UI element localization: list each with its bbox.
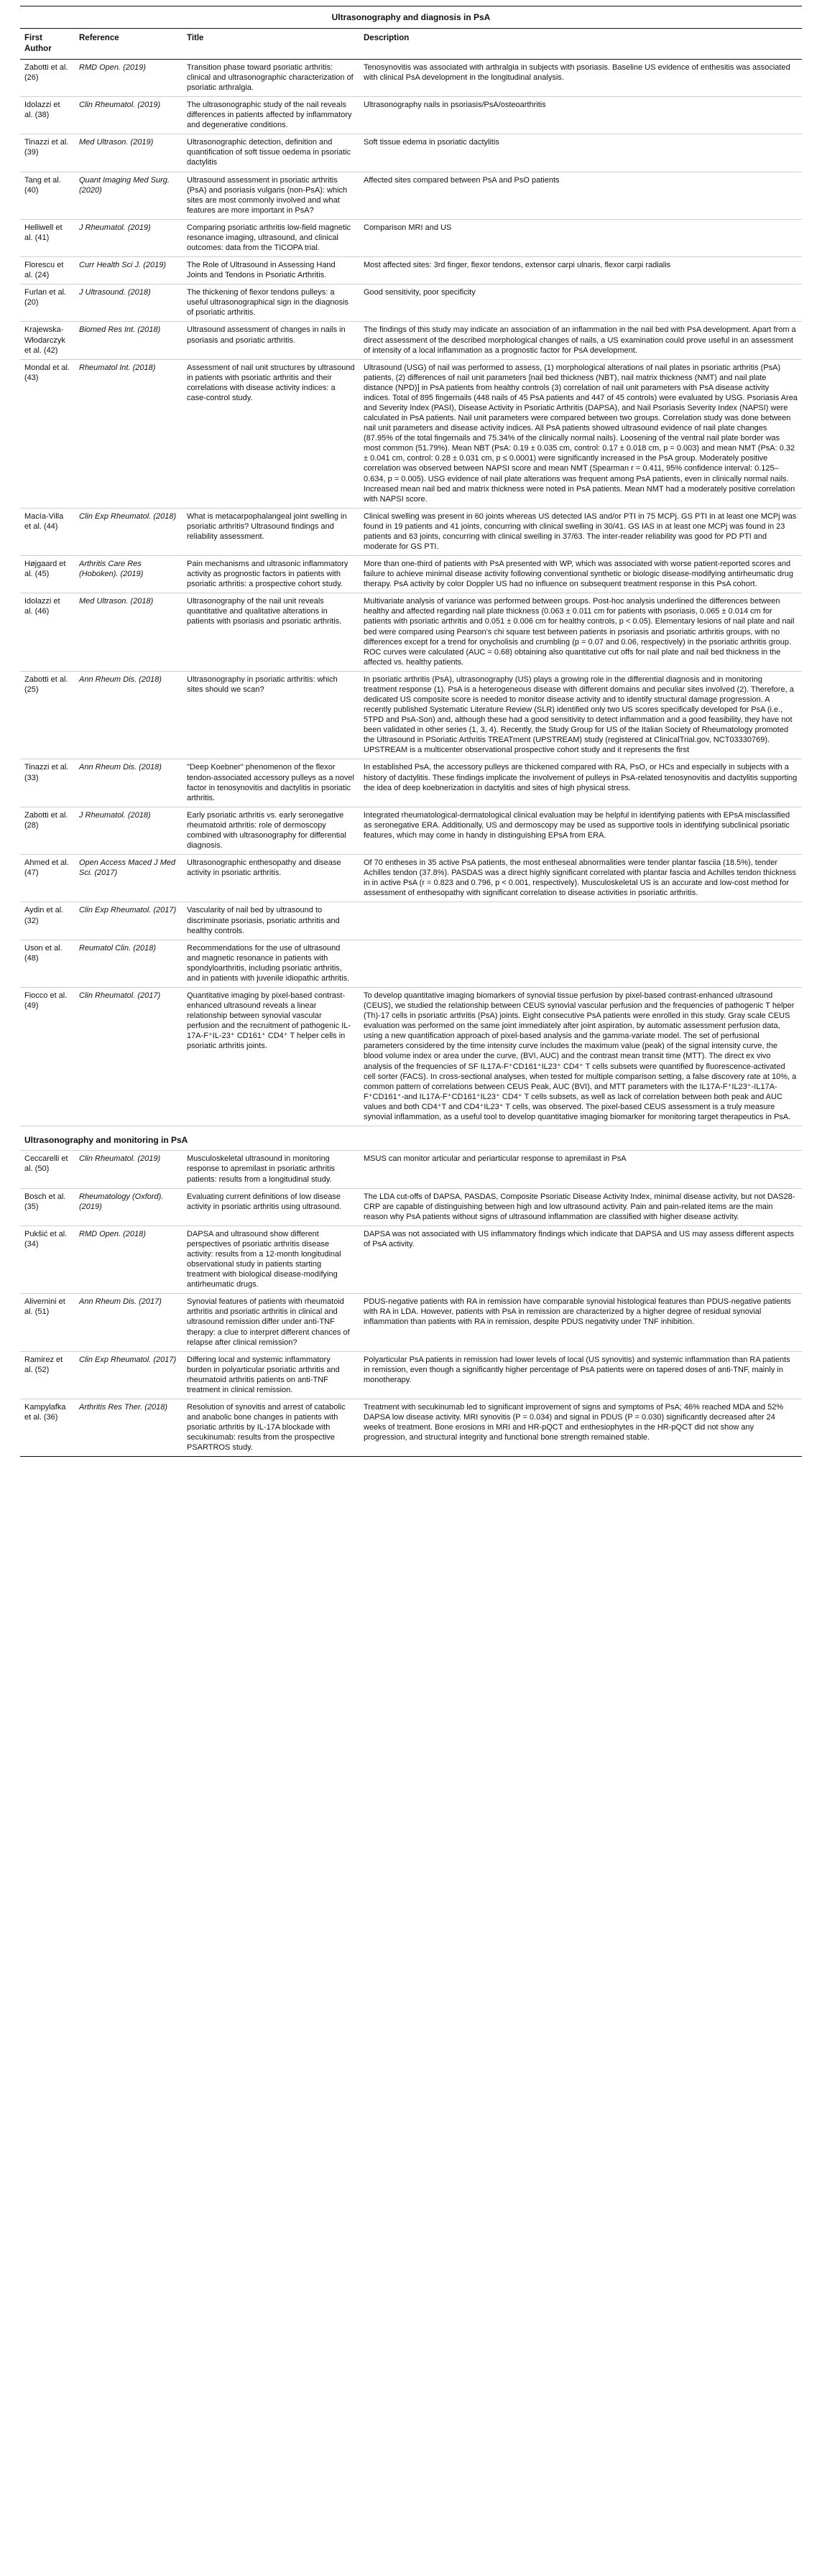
cell-title: Evaluating current definitions of low disease activity in psoriatic arthritis using ultrasound. [183,1188,359,1226]
cell-reference: Reumatol Clin. (2018) [75,940,183,987]
table-row [20,1294,802,1351]
cell-description: Soft tissue edema in psoriatic dactylitis [359,134,802,172]
cell-description: Ultrasonography nails in psoriasis/PsA/osteoarthritis [359,97,802,134]
cell-title: Early psoriatic arthritis vs. early seronegative rheumatoid arthritis: role of dermoscopy combined with ultrasonography for differential diagnosis. [183,807,359,854]
table-row [20,940,802,987]
cell-description: MSUS can monitor articular and periarticular response to apremilast in PsA [359,1151,802,1188]
table-row [20,97,802,134]
cell-description: In psoriatic arthritis (PsA), ultrasonography (US) plays a growing role in the differential diagnosis and in monitoring treatment response (1). PsA is a heterogeneous disease with different domains and peculiar sites involved (2). Therefore, a dedicated US composite score is needed to monitor disease activity and to identify structural damage progression. A recently published Systematic Literature Review (SLR) identified only two US scores specifically developed for PsA (i.e., 5TPD and PsA-Son) and, although these had a good sensitivity to detect inflammation and a good feasibility, they have not been validated in other series (1, 3, 4). Recently, the Study Group for US of the Italian Society of Rheumatology promoted the Ultrasound in PSoriatic Arthritis TREATment (UPSTREAM) study (registered at ClinicalTrial.gov, NCT03330769). UPSTREAM is a multicenter observational prospective cohort study and it represents the first [359,671,802,759]
cell-reference: Rheumatol Int. (2018) [75,359,183,508]
cell-first-author: Krajewska-Włodarczyk et al. (42) [20,322,75,359]
table-row [20,987,802,1126]
table-row [20,322,802,359]
cell-description: PDUS-negative patients with RA in remission have comparable synovial histological features than PDUS-negative patients with RA in LDA. However, patients with PsA in remission are characterized by a higher degree of residual synovial inflammation than patients with RA in remission, despite PDUS negativity under TNF inhibition. [359,1294,802,1351]
cell-first-author: Ceccarelli et al. (50) [20,1151,75,1188]
cell-title: Quantitative imaging by pixel-based contrast-enhanced ultrasound reveals a linear relationship between synovial vascular perfusion and the recruitment of pathogenic IL-17A-F⁺IL-23⁺ CD161⁺ CD4⁺ T helper cells in psoriatic arthritis joints. [183,987,359,1126]
cell-description [359,902,802,940]
cell-first-author: Højgaard et al. (45) [20,556,75,593]
cell-reference: Ann Rheum Dis. (2017) [75,1294,183,1351]
cell-first-author: Macía-Villa et al. (44) [20,508,75,555]
cell-description: The LDA cut-offs of DAPSA, PASDAS, Composite Psoriatic Disease Activity Index, minimal disease activity, but not DAS28-CRP are capable of distinguishing between high and low ultrasound activity. Pain and pain-related items are the main reason why PsA patients without signs of ultrasound inflammation are classified with higher disease activity. [359,1188,802,1226]
cell-reference: Med Ultrason. (2018) [75,593,183,672]
cell-first-author: Tinazzi et al. (39) [20,134,75,172]
cell-first-author: Tinazzi et al. (33) [20,759,75,807]
cell-first-author: Ramirez et al. (52) [20,1351,75,1399]
cell-first-author: Zabotti et al. (25) [20,671,75,759]
cell-reference: Rheumatology (Oxford). (2019) [75,1188,183,1226]
table-row [20,134,802,172]
cell-description: Ultrasound (USG) of nail was performed to assess, (1) morphological alterations of nail plates in psoriatic arthritis (PsA) patients, (2) differences of nail unit parameters [nail bed thickness (NBT), nail matrix thickness (NMT) and nail plate distance (NPD)] in PsA patients from healthy controls (3) correlation of nail unit parameters with PsA disease activity indices. Total of 895 fingernails (448 nails of 45 PsA patients and 447 of 45 controls) were evaluated by USG. Psoriasis Area and Severity Index (PASI), Disease Activity in Psoriatic Arthritis (DAPSA), and Nail Psoriasis Severity Index (NAPSI) were calculated in PsA patients. Nail unit parameters were compared between two groups. Correlation study was done between nail unit parameters and disease activity indices. All PsA patients showed ultrasound evidence of nail plate changes (87.95% of the total fingernails and 75.34% of the clinically normal nails). Loosening of the ventral nail plate border was most common (51.79%). Mean NBT (PsA: 0.19 ± 0.035 cm, control: 0.17 ± 0.018 cm, p = 0.003) and mean NMT (PsA: 0.32 ± 0.041 cm, control: 0.28 ± 0.031 cm, p ≤ 0.0001) were significantly increased in the PsA group. Moderately positive correlation was observed between NAPSI score and mean NMT (Spearman r = 0.411, 95% confidence interval: 0.125–0.634, p = 0.005). USG evidence of nail plate alterations was frequent among PsA patients, even in clinically normal nails. Increased mean nail bed and matrix thickness were noted in PsA patients. Mean NMT had a moderately positive correlation with NAPSI score. [359,359,802,508]
cell-first-author: Bosch et al. (35) [20,1188,75,1226]
table-row [20,284,802,322]
cell-reference: J Rheumatol. (2019) [75,219,183,256]
section-heading-row [20,1126,802,1150]
cell-title: The ultrasonographic study of the nail reveals differences in patients affected by inflammatory and degenerative conditions. [183,97,359,134]
cell-reference: Quant Imaging Med Surg. (2020) [75,172,183,219]
cell-reference: Open Access Maced J Med Sci. (2017) [75,855,183,902]
cell-first-author: Mondal et al. (43) [20,359,75,508]
cell-first-author: Aydin et al. (32) [20,902,75,940]
cell-title: Transition phase toward psoriatic arthritis: clinical and ultrasonographic characterization of psoriatic arthralgia. [183,59,359,96]
cell-description: Of 70 entheses in 35 active PsA patients, the most entheseal abnormalities were tender plantar fasciia (18.5%), tender Achilles tendon (37.8%). PASDAS was a direct highly significant correlated with plantar fascia and Achilles tendon thickness in in active PsA (r = 0.823 and 0.796, p < 0.001, respectively). Musculoskeletal US is an accurate and low-cost method for assessment of enthesopathy with significant correlation to disease activities in psoriatic arthritis. [359,855,802,902]
cell-title: Ultrasonography of the nail unit reveals quantitative and qualitative alterations in patients with psoriasis and psoriatic arthritis. [183,593,359,672]
header-description: Description [359,29,802,59]
cell-reference: RMD Open. (2019) [75,59,183,96]
cell-reference: Ann Rheum Dis. (2018) [75,671,183,759]
literature-table [20,6,802,1457]
cell-reference: RMD Open. (2018) [75,1226,183,1293]
cell-title: Vascularity of nail bed by ultrasound to discriminate psoriasis, psoriatic arthritis and healthy controls. [183,902,359,940]
cell-description: Affected sites compared between PsA and PsO patients [359,172,802,219]
table-row [20,593,802,672]
table-row [20,508,802,555]
cell-description: Polyarticular PsA patients in remission had lower levels of local (US synovitis) and systemic inflammation than RA patients in remission, even though a significantly higher percentage of PsA patients were on tapered doses of anti-TNF, mainly in monotherapy. [359,1351,802,1399]
cell-first-author: Ahmed et al. (47) [20,855,75,902]
cell-reference: Clin Exp Rheumatol. (2018) [75,508,183,555]
cell-title: Resolution of synovitis and arrest of catabolic and anabolic bone changes in patients with psoriatic arthritis by IL-17A blockade with secukinumab: results from the prospective PSARTROS study. [183,1399,359,1456]
table-row [20,1351,802,1399]
cell-first-author: Kampylafka et al. (36) [20,1399,75,1456]
cell-title: DAPSA and ultrasound show different perspectives of psoriatic arthritis disease activity: results from a 12-month longitudinal observational study in patients starting treatment with biological disease-modifying antirheumatic drugs. [183,1226,359,1293]
cell-description: Integrated rheumatological-dermatological clinical evaluation may be helpful in identifying patients with EPsA misclassified as seronegative ERA. Additionally, US and dermoscopy may be used as supportive tools in identifying subclinical psoriatic features, which may come in handy in distinguishing EPsA from ERA. [359,807,802,854]
table-row [20,1188,802,1226]
cell-reference: Biomed Res Int. (2018) [75,322,183,359]
table-row [20,671,802,759]
cell-reference: Clin Exp Rheumatol. (2017) [75,1351,183,1399]
cell-reference: Arthritis Care Res (Hoboken). (2019) [75,556,183,593]
cell-title: The Role of Ultrasound in Assessing Hand Joints and Tendons in Psoriatic Arthritis. [183,257,359,284]
cell-title: Assessment of nail unit structures by ultrasound in patients with psoriatic arthritis and their correlations with disease activity indices: a case-control study. [183,359,359,508]
section-heading: Ultrasonography and monitoring in PsA [20,1126,802,1150]
header-reference: Reference [75,29,183,59]
cell-title: Ultrasound assessment in psoriatic arthritis (PsA) and psoriasis vulgaris (non-PsA): which sites are most commonly involved and what features are more important in PsA? [183,172,359,219]
cell-reference: Med Ultrason. (2019) [75,134,183,172]
table-row [20,219,802,256]
cell-title: Ultrasonographic enthesopathy and disease activity in psoriatic arthritis. [183,855,359,902]
cell-first-author: Helliwell et al. (41) [20,219,75,256]
cell-reference: Clin Rheumatol. (2017) [75,987,183,1126]
cell-description: Most affected sites: 3rd finger, flexor tendons, extensor carpi ulnaris, flexor carpi radialis [359,257,802,284]
cell-title: Ultrasonography in psoriatic arthritis: which sites should we scan? [183,671,359,759]
cell-reference: J Ultrasound. (2018) [75,284,183,322]
cell-first-author: Fiocco et al. (49) [20,987,75,1126]
cell-reference: Curr Health Sci J. (2019) [75,257,183,284]
table-row [20,902,802,940]
header-first-author: First Author [20,29,75,59]
cell-title: Pain mechanisms and ultrasonic inflammatory activity as prognostic factors in patients with psoriatic arthritis: a prospective cohort study. [183,556,359,593]
table-row [20,257,802,284]
cell-first-author: Pukšić et al. (34) [20,1226,75,1293]
cell-description: To develop quantitative imaging biomarkers of synovial tissue perfusion by pixel-based contrast-enhanced ultrasound (CEUS), we studied the relationship between CEUS synovial vascular perfusion and the frequencies of pathogenic T helper (Th)-17 cells in psoriatic arthritis (PsA) joints. Eight consecutive PsA patients were enrolled in this study. Gray scale CEUS evaluation was performed on the same joint immediately after joint aspiration, by automatic assessment perfusion data, using a new quantification approach of pixel-based analysis and the gamma-variate model. The set of perfusional parameters considered by the time intensity curve includes the maximum value (peak) of the signal intensity curve, the blood volume index or area under the curve, (BVI, AUC) and the contrast mean transit time (MTT). The direct ex vivo analysis of the frequencies of SF IL17A-F⁺CD161⁺IL23⁺ CD4⁺ T cells subsets were quantified by fluorescence-activated cell sorter (FACS). In cross-sectional analyses, when tested for multiple comparison setting, a false discovery rate at 10%, a common pattern of correlations between CEUS Peak, AUC (BVI), and MTT parameters with the IL17A-F⁺IL23⁺-IL17A-F⁺CD161⁺-and IL17A-F⁺CD161⁺IL23⁺ CD4⁺ T cells subsets, as well as lack of correlation between both peak and AUC values and both CD4⁺T and CD4⁺IL23⁺ T cells, was observed. The pixel-based CEUS assessment is a truly measure synovial inflammation, as a useful tool to develop quantitative imaging biomarker for monitoring target therapeutics in PsA. [359,987,802,1126]
cell-description: Tenosynovitis was associated with arthralgia in subjects with psoriasis. Baseline US evidence of enthesitis was associated with clinical PsA development in the longitudinal analysis. [359,59,802,96]
table-row [20,807,802,854]
cell-first-author: Alivernini et al. (51) [20,1294,75,1351]
cell-reference: Arthritis Res Ther. (2018) [75,1399,183,1456]
cell-description: DAPSA was not associated with US inflammatory findings which indicate that DAPSA and US may assess different aspects of PsA activity. [359,1226,802,1293]
cell-first-author: Florescu et al. (24) [20,257,75,284]
cell-title: Synovial features of patients with rheumatoid arthritis and psoriatic arthritis in clinical and ultrasound remission differ under anti-TNF therapy: a clue to interpret different chances of relapse after clinical remission? [183,1294,359,1351]
cell-title: "Deep Koebner" phenomenon of the flexor tendon-associated accessory pulleys as a novel factor in tenosynovitis and dactylitis in psoriatic arthritis. [183,759,359,807]
table-row [20,759,802,807]
cell-description: Clinical swelling was present in 60 joints whereas US detected IAS and/or PTI in 75 MCPj. GS PTI in at least one MCPj was found in 19 patients and 41 joints, concurring with clinical swelling in 30/41. GS IAS in at least one MCPj was found in 23 patients and 63 joints, concurring with clinical swelling in 37/63. The inter-reader reliability was good for PD PTI and moderate for GS PTI. [359,508,802,555]
cell-first-author: Idolazzi et al. (46) [20,593,75,672]
cell-first-author: Zabotti et al. (26) [20,59,75,96]
cell-reference: Clin Exp Rheumatol. (2017) [75,902,183,940]
cell-first-author: Uson et al. (48) [20,940,75,987]
cell-first-author: Furlan et al. (20) [20,284,75,322]
cell-title: Ultrasound assessment of changes in nails in psoriasis and psoriatic arthritis. [183,322,359,359]
cell-reference: Ann Rheum Dis. (2018) [75,759,183,807]
cell-title: Differing local and systemic inflammatory burden in polyarticular psoriatic arthritis and rheumatoid arthritis patients on anti-TNF treatment in clinical remission. [183,1351,359,1399]
cell-title: The thickening of flexor tendons pulleys: a useful ultrasonographical sign in the diagnosis of psoriatic arthritis. [183,284,359,322]
table-row [20,172,802,219]
table-row [20,855,802,902]
cell-title: Comparing psoriatic arthritis low-field magnetic resonance imaging, ultrasound, and clinical outcomes: data from the TICOPA trial. [183,219,359,256]
cell-title: Ultrasonographic detection, definition and quantification of soft tissue oedema in psoriatic dactylitis [183,134,359,172]
header-title: Title [183,29,359,59]
cell-description: Multivariate analysis of variance was performed between groups. Post-hoc analysis underlined the differences between healthy and affected regarding nail plate thickness (0.063 ± 0.011 cm for patients with psoriasis, 0.065 ± 0.014 cm for patients with psoriatic arthritis and 0.051 ± 0.006 cm for healthy controls, p < 0.05). Elementary lesions of nail plate and nail bed were compared using Pearson's chi square test between patients in psoriasis and psoriatic arthritis groups, with no differences except for a trend for onycholisis and crumbling (p = 0.07 and 0.06, respectively) in the psoriatic arthritis group. ROC curves were calculated (AUC = 0.68) obtaining also quantitative cut offs for nail plate and nail bed thickness in the affected vs. healthy patients. [359,593,802,672]
cell-description: Treatment with secukinumab led to significant improvement of signs and symptoms of PsA; 46% reached MDA and 52% DAPSA low disease activity. MRI synovitis (P = 0.034) and signal in PDUS (P = 0.030) significantly decreased after 24 weeks of treatment. Bone erosions in MRI and HR-pQCT and enthesiophytes in the HR-pQCT did not show any progression, and structural integrity and functional bone strength remained stable. [359,1399,802,1456]
table-header-row [20,29,802,59]
cell-reference: Clin Rheumatol. (2019) [75,97,183,134]
table-row [20,1226,802,1293]
table-row [20,359,802,508]
cell-title: What is metacarpophalangeal joint swelling in psoriatic arthritis? Ultrasound findings and reliability assessment. [183,508,359,555]
table-row [20,59,802,96]
table-row [20,556,802,593]
cell-title: Recommendations for the use of ultrasound and magnetic resonance in patients with spondyloarthritis, including psoriatic arthritis, and in patients with juvenile idiopathic arthritis. [183,940,359,987]
cell-first-author: Idolazzi et al. (38) [20,97,75,134]
cell-reference: J Rheumatol. (2018) [75,807,183,854]
cell-description: Good sensitivity, poor specificity [359,284,802,322]
cell-description: The findings of this study may indicate an association of an inflammation in the nail bed with PsA development. Apart from a direct assessment of the described morphological changes of nails, a US examination could prove useful in an assessment of intensity of a local inflammation as a prognostic factor for PsA development. [359,322,802,359]
cell-description: Comparison MRI and US [359,219,802,256]
cell-reference: Clin Rheumatol. (2019) [75,1151,183,1188]
table-title: Ultrasonography and diagnosis in PsA [20,6,802,29]
cell-description: More than one-third of patients with PsA presented with WP, which was associated with worse patient-reported scores and failure to achieve minimal disease activity following conventional synthetic or biologic disease-modifying antirheumatic drug therapy. PsA activity by color Doppler US had no influence on subsequent treatment response in this PsA cohort. [359,556,802,593]
cell-description [359,940,802,987]
cell-first-author: Tang et al. (40) [20,172,75,219]
cell-description: In established PsA, the accessory pulleys are thickened compared with RA, PsO, or HCs and especially in subjects with a history of dactylitis. These findings implicate the involvement of pulleys in PsA-related tenosynovitis and dactylitis supporting the idea of deep koebnerization in dactylitis and sites of high physical stress. [359,759,802,807]
table-row [20,1151,802,1188]
table-body [20,59,802,1457]
cell-title: Musculoskeletal ultrasound in monitoring response to apremilast in psoriatic arthritis patients: results from a longitudinal study. [183,1151,359,1188]
cell-first-author: Zabotti et al. (28) [20,807,75,854]
table-row [20,1399,802,1456]
table-title-row [20,6,802,29]
